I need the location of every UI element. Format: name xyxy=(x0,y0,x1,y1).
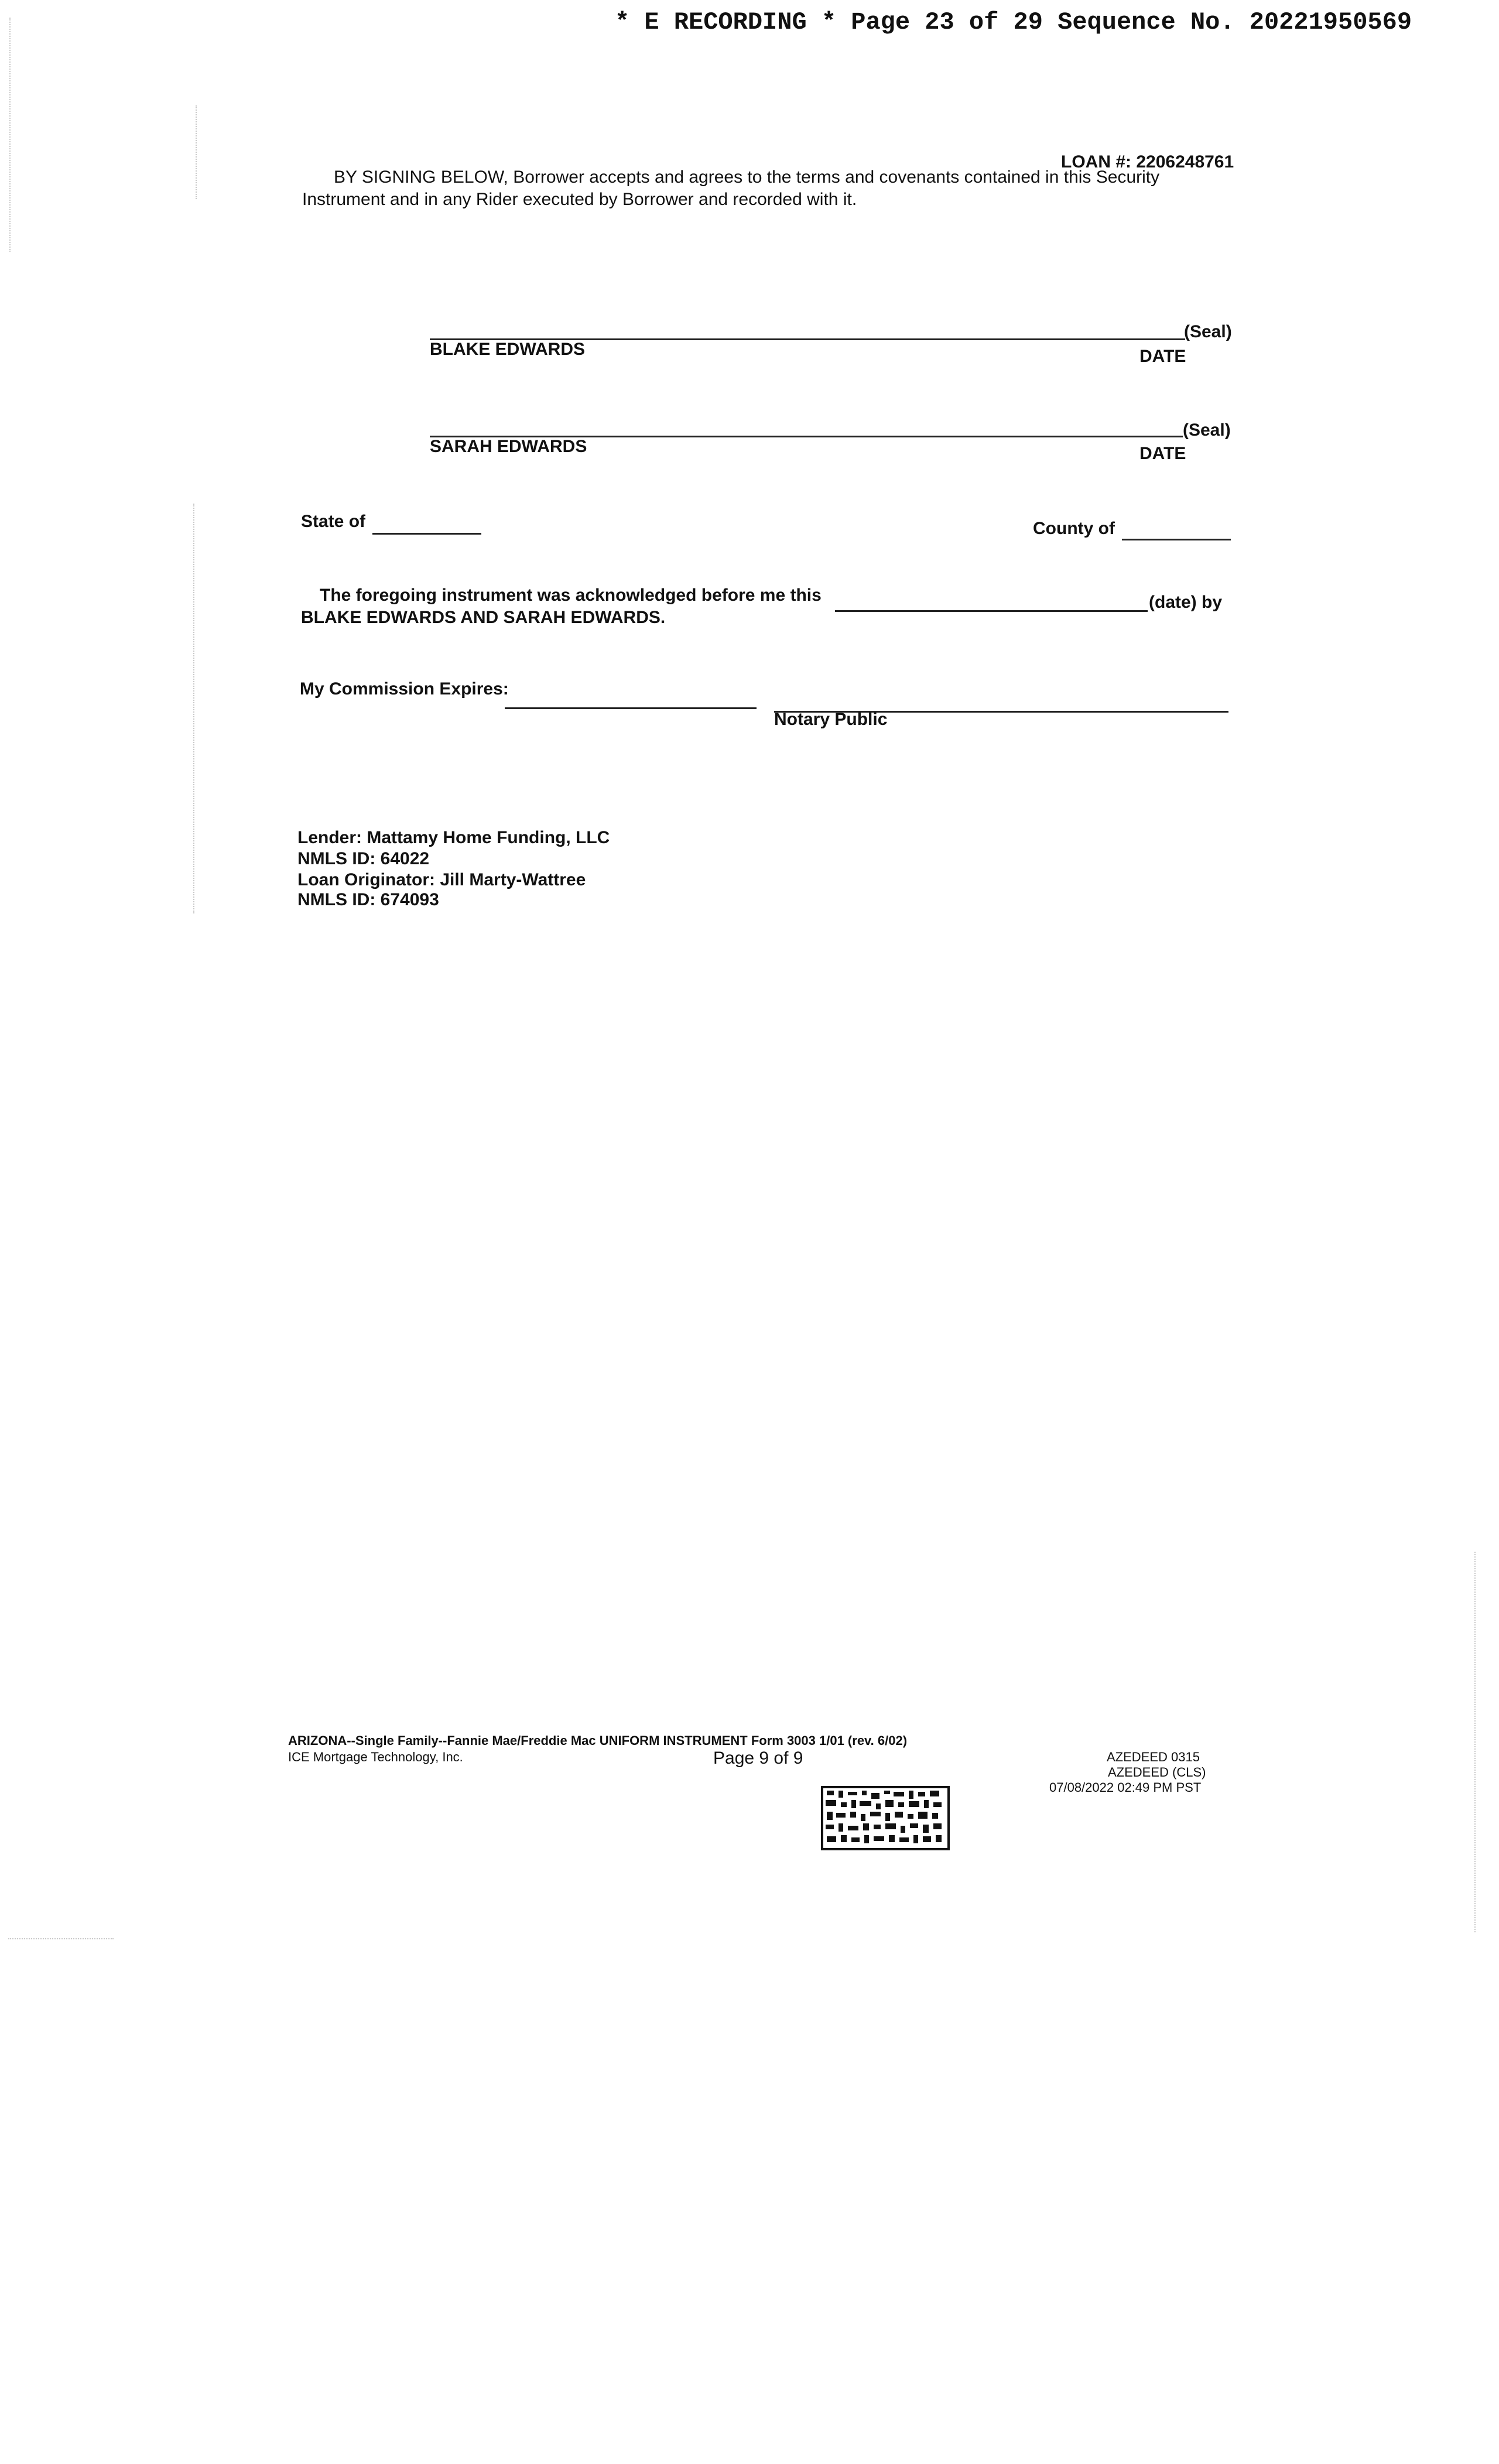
scan-mark-bottom xyxy=(8,1938,114,1939)
seal-label-1: (Seal) xyxy=(1184,322,1232,341)
scan-edge-right xyxy=(1474,1552,1476,1932)
lender-name: Lender: Mattamy Home Funding, LLC xyxy=(297,828,610,847)
seal-label-2: (Seal) xyxy=(1183,420,1231,440)
form-code-1: AZEDEED 0315 xyxy=(1107,1750,1200,1764)
loan-originator: Loan Originator: Jill Marty-Wattree xyxy=(297,870,586,889)
lender-nmls: NMLS ID: 64022 xyxy=(297,849,430,868)
date-label-1: DATE xyxy=(1139,347,1186,366)
form-code-2: AZEDEED (CLS) xyxy=(1108,1765,1206,1779)
print-timestamp: 07/08/2022 02:49 PM PST xyxy=(1049,1780,1202,1795)
barcode-icon xyxy=(821,1786,950,1850)
county-label: County of xyxy=(1033,519,1115,538)
date-label-2: DATE xyxy=(1139,444,1186,463)
borrower-name-2: SARAH EDWARDS xyxy=(430,437,587,456)
commission-blank xyxy=(505,707,757,709)
company-name: ICE Mortgage Technology, Inc. xyxy=(288,1750,463,1764)
commission-label: My Commission Expires: xyxy=(300,679,509,699)
form-title: ARIZONA--Single Family--Fannie Mae/Freddie Mac UNIFORM INSTRUMENT Form 3003 1/01 (rev. 6/02) xyxy=(288,1733,908,1748)
originator-nmls: NMLS ID: 674093 xyxy=(297,890,439,909)
acknowledgment-date-blank xyxy=(835,610,1148,612)
state-label: State of xyxy=(301,512,366,531)
acknowledgment-text: The foregoing instrument was acknowledged before me this xyxy=(320,586,822,605)
intro-line-2: Instrument and in any Rider executed by Borrower and recorded with it. xyxy=(302,190,857,209)
intro-line-1: BY SIGNING BELOW, Borrower accepts and agrees to the terms and covenants contained in this Security xyxy=(334,167,1160,187)
state-blank xyxy=(372,533,481,535)
recording-header: * E RECORDING * Page 23 of 29 Sequence No. 20221950569 xyxy=(615,8,1412,36)
acknowledged-names: BLAKE EDWARDS AND SARAH EDWARDS. xyxy=(301,608,666,627)
date-by-label: (date) by xyxy=(1149,593,1223,612)
borrower-name-1: BLAKE EDWARDS xyxy=(430,340,586,359)
scan-edge-left xyxy=(9,18,11,252)
loan-number: LOAN #: 2206248761 xyxy=(1061,152,1234,172)
notary-public-label: Notary Public xyxy=(774,710,888,729)
scan-mark xyxy=(196,105,197,199)
page-number: Page 9 of 9 xyxy=(713,1748,803,1768)
county-blank xyxy=(1122,539,1231,540)
scan-mark xyxy=(193,504,194,913)
